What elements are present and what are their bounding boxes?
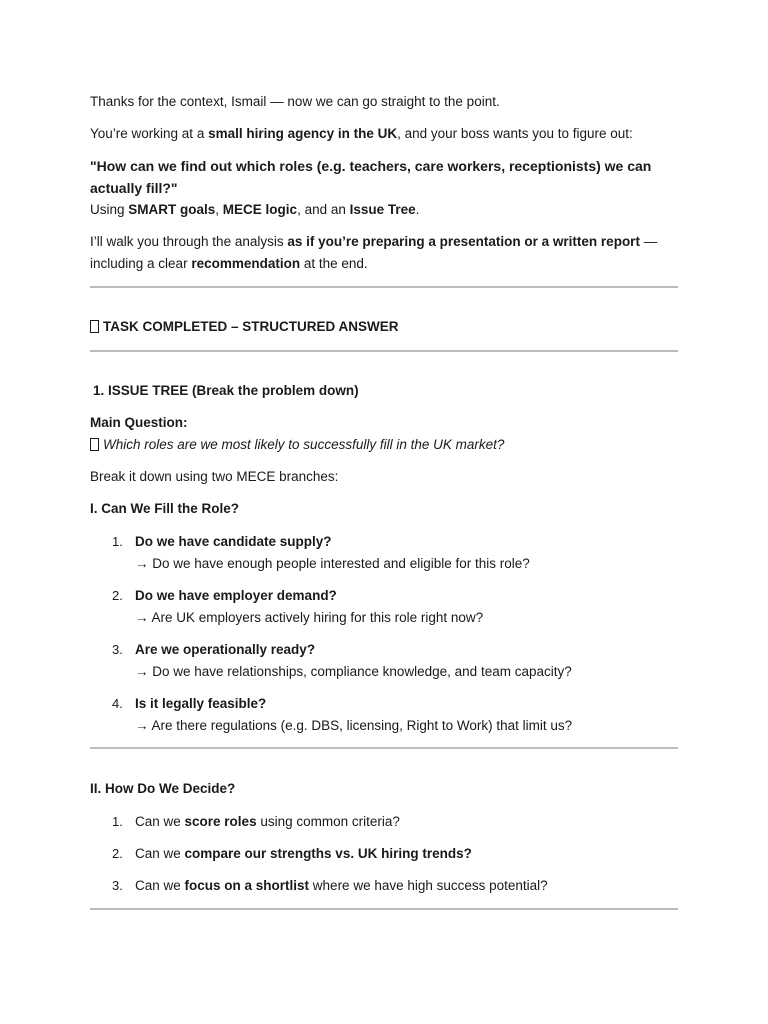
branch-title: II. How Do We Decide? [90, 781, 236, 796]
main-question-label: Main Question: [90, 415, 188, 430]
method-end: . [415, 202, 420, 217]
list-item-emphasis: focus on a shortlist [184, 878, 310, 893]
list-number: 2. [112, 846, 123, 861]
method-text: Using [90, 202, 129, 217]
list-item-title: Is it legally feasible? [135, 696, 267, 711]
list-item [135, 811, 695, 833]
list-item-text: Can we [135, 878, 185, 893]
walkthrough-text: I’ll walk you through the analysis [90, 234, 288, 249]
list-number: 1. [112, 814, 123, 829]
walkthrough-emphasis: as if you’re preparing a presentation or a written report [287, 234, 640, 249]
list-number: 2. [112, 588, 123, 603]
walkthrough-paragraph [90, 231, 680, 275]
context-emphasis: small hiring agency in the UK [208, 126, 398, 141]
list-item [135, 693, 695, 737]
list-item-detail: → Are there regulations (e.g. DBS, licensing, Right to Work) that limit us? [135, 718, 573, 733]
list-item [135, 531, 695, 575]
divider [90, 747, 678, 749]
method-line [90, 199, 680, 221]
method-sep: , and an [297, 202, 350, 217]
list-item-title: Are we operationally ready? [135, 642, 316, 657]
list-item-detail: → Are UK employers actively hiring for this role right now? [135, 610, 484, 625]
section-number: 1. [93, 383, 105, 398]
task-heading-text: TASK COMPLETED – STRUCTURED ANSWER [103, 319, 399, 334]
task-heading [90, 316, 680, 338]
main-question-text: Which roles are we most likely to successfully fill in the UK market? [103, 437, 505, 452]
list-item-text-end: using common criteria? [256, 814, 400, 829]
walkthrough-text: — including a clear [90, 234, 658, 271]
list-item [135, 639, 695, 683]
list-number: 3. [112, 878, 123, 893]
method-issue-tree: Issue Tree [349, 202, 416, 217]
walkthrough-end: at the end. [300, 256, 368, 271]
list-number: 3. [112, 642, 123, 657]
list-item [135, 875, 695, 897]
list-item-text: Can we [135, 846, 185, 861]
intro-text: Thanks for the context, Ismail — now we can go straight to the point. [90, 94, 500, 109]
list-item-text-end: where we have high success potential? [309, 878, 548, 893]
list-item-text: Can we [135, 814, 185, 829]
list-number: 1. [112, 534, 123, 549]
method-mece: MECE logic [222, 202, 298, 217]
missing-glyph-icon [90, 320, 99, 333]
divider [90, 350, 678, 352]
breakdown-text: Break it down using two MECE branches: [90, 469, 339, 484]
intro-paragraph [90, 91, 680, 113]
list-item [135, 585, 695, 629]
missing-glyph-icon [90, 438, 99, 451]
divider [90, 908, 678, 910]
branch-title: I. Can We Fill the Role? [90, 501, 240, 516]
list-item-emphasis: score roles [184, 814, 257, 829]
list-number: 4. [112, 696, 123, 711]
list-item-title: Do we have candidate supply? [135, 534, 332, 549]
list-item [135, 843, 695, 865]
context-text-end: , and your boss wants you to figure out: [397, 126, 633, 141]
context-paragraph [90, 123, 680, 145]
main-question [90, 434, 680, 456]
divider [90, 286, 678, 288]
list-item-detail: → Do we have relationships, compliance knowledge, and team capacity? [135, 664, 572, 679]
context-text: You’re working at a [90, 126, 209, 141]
list-item-emphasis: compare our strengths vs. UK hiring trends? [184, 846, 472, 861]
walkthrough-recommendation: recommendation [191, 256, 301, 271]
list-item-title: Do we have employer demand? [135, 588, 337, 603]
section-heading [93, 380, 683, 402]
method-sep: , [215, 202, 223, 217]
section-title: ISSUE TREE (Break the problem down) [108, 383, 359, 398]
key-question: "How can we find out which roles (e.g. teachers, care workers, receptionists) we can actually fill?" [90, 158, 652, 196]
method-smart: SMART goals [128, 202, 216, 217]
list-item-detail: → Do we have enough people interested and eligible for this role? [135, 556, 530, 571]
